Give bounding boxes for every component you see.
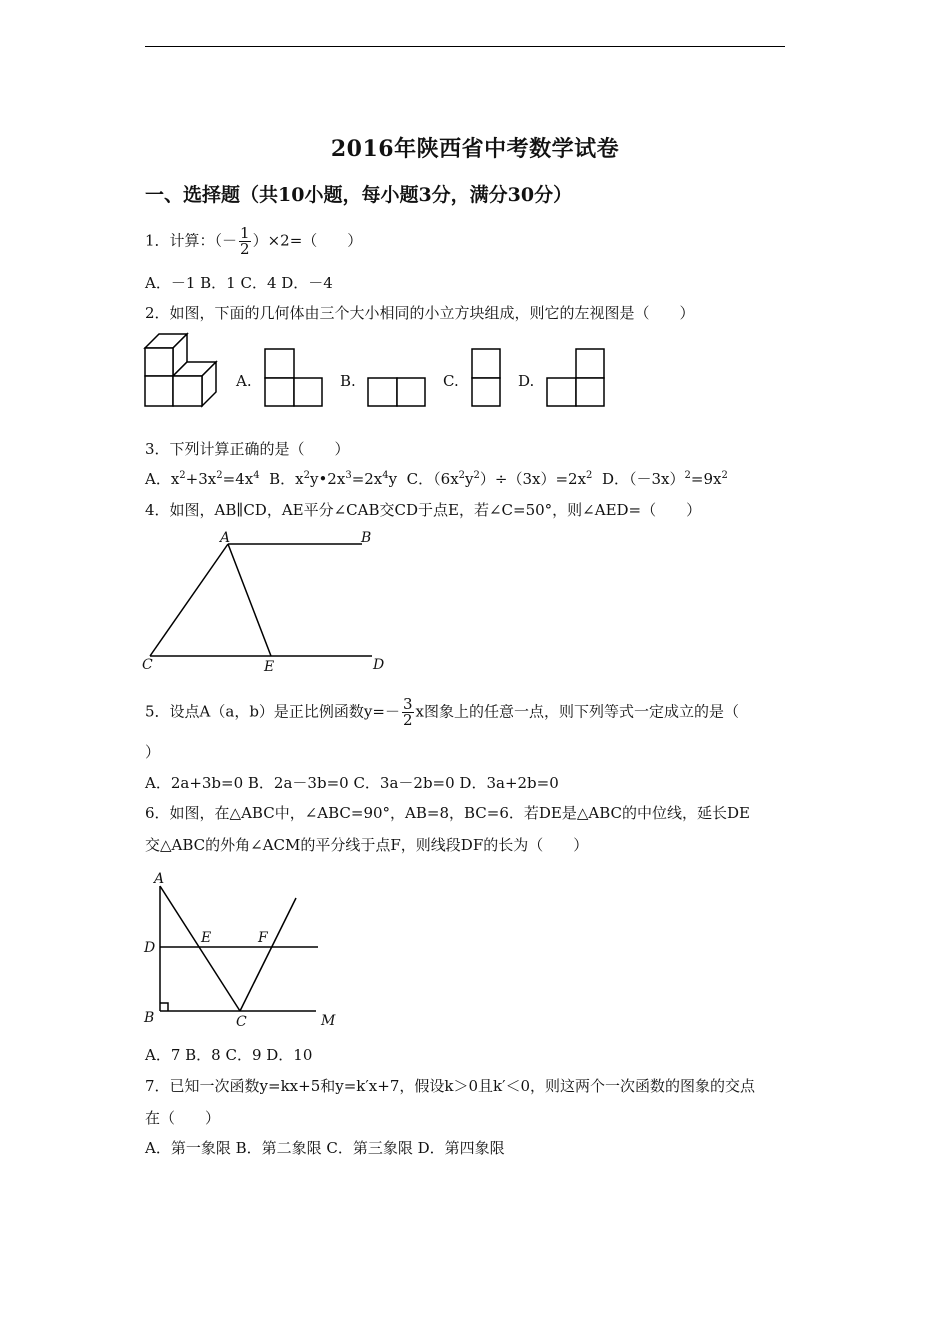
q5-pre: 5．设点A（a，b）是正比例函数y=－ [145, 702, 400, 721]
q3-sup: 2 [179, 470, 186, 481]
q6-figure [140, 868, 350, 1033]
question-6-options: A．7 B．8 C．9 D．10 [145, 1046, 313, 1064]
question-2-stem: 2．如图，下面的几何体由三个大小相同的小立方块组成，则它的左视图是（ ） [145, 304, 695, 322]
q6-label-b: B [144, 1010, 155, 1026]
q3-a-3: =4x [222, 470, 254, 488]
question-5-options: A．2a+3b=0 B．2a－3b=0 C．3a－2b=0 D．3a+2b=0 [145, 774, 559, 792]
question-1-options: A．－1 B．1 C．4 D．－4 [145, 274, 333, 292]
q3-b-2: y•2x [309, 470, 346, 488]
q3-d-1: D．（－3x） [601, 470, 685, 488]
question-7-options: A．第一象限 B．第二象限 C．第三象限 D．第四象限 [145, 1139, 505, 1157]
q1-denominator: 2 [240, 240, 250, 258]
q3-sup: 4 [382, 470, 389, 481]
page-title: 2016年陕西省中考数学试卷 [330, 136, 620, 162]
q4-label-e: E [264, 659, 275, 675]
question-5-close: ） [145, 743, 161, 761]
q6-label-m: M [321, 1013, 336, 1029]
q3-b-3: =2x [351, 470, 383, 488]
q4-label-c: C [142, 657, 153, 673]
q3-a-2: +3x [185, 470, 217, 488]
question-7-line-2: 在（ ） [145, 1109, 221, 1127]
q5-numerator: 3 [402, 695, 413, 713]
q1-post: ）×2=（ ） [252, 231, 363, 250]
q4-label-a: A [220, 530, 231, 546]
question-3-stem: 3．下列计算正确的是（ ） [145, 440, 350, 458]
question-7-line-1: 7．已知一次函数y=kx+5和y=k′x+7，假设k＞0且k′＜0，则这两个一次函数的图象的交点 [145, 1077, 756, 1095]
q3-c-2: y [465, 470, 474, 488]
q3-a-1: A．x [145, 470, 180, 488]
q3-sup: 2 [458, 470, 466, 481]
q6-label-a: A [154, 871, 165, 887]
q2-option-a-label: A. [236, 372, 252, 390]
question-6-line-1: 6．如图，在△ABC中，∠ABC=90°，AB=8，BC=6．若DE是△ABC的中位线，延长DE [145, 804, 750, 822]
question-4-stem: 4．如图，AB∥CD，AE平分∠CAB交CD于点E，若∠C=50°，则∠AED=（ ） [145, 501, 702, 519]
q3-c-3: ）÷（3x）=2x [479, 470, 587, 488]
q3-c-1: C．（6x [406, 470, 459, 488]
question-1-stem [145, 226, 362, 257]
question-3-options [145, 469, 728, 489]
q1-fraction [239, 226, 251, 257]
q3-d-2: =9x [690, 470, 722, 488]
q3-sup: 2 [473, 470, 480, 481]
q3-sup: 3 [345, 470, 352, 481]
q4-label-d: D [373, 657, 385, 673]
q2-option-d-label: D. [518, 372, 535, 390]
q2-option-b-figure [367, 377, 427, 407]
q6-label-d: D [144, 940, 156, 956]
q3-sup: 4 [253, 470, 260, 481]
q3-b-1: B．x [269, 470, 304, 488]
q3-sup: 2 [586, 470, 593, 481]
q5-post: x图象上的任意一点，则下列等式一定成立的是（ [415, 702, 739, 721]
q2-solid-figure [144, 332, 224, 412]
question-5-stem [145, 697, 739, 728]
q1-numerator: 1 [240, 224, 250, 242]
section-heading: 一、选择题（共10小题，每小题3分，满分30分） [145, 184, 573, 206]
q3-sup: 2 [684, 470, 691, 481]
q3-b-4: y [388, 470, 398, 488]
q2-option-b-label: B. [340, 372, 356, 390]
header-rule [145, 46, 785, 47]
q6-label-e: E [201, 930, 212, 946]
q4-figure [140, 528, 400, 678]
q4-label-b: B [361, 530, 372, 546]
q1-pre: 1．计算：（－ [145, 231, 238, 250]
q3-sup: 2 [216, 470, 223, 481]
q6-label-f: F [258, 930, 268, 946]
question-6-line-2: 交△ABC的外角∠ACM的平分线于点F，则线段DF的长为（ ） [145, 836, 589, 854]
q3-sup: 2 [303, 470, 310, 481]
q5-denominator: 2 [402, 711, 413, 729]
q3-sup: 2 [721, 470, 728, 481]
q2-option-a-figure [264, 348, 324, 408]
q6-label-c: C [236, 1014, 247, 1030]
q2-option-c-figure [471, 348, 501, 408]
q5-fraction [402, 697, 414, 728]
q2-option-c-label: C. [443, 372, 459, 390]
q2-option-d-figure [546, 348, 606, 408]
